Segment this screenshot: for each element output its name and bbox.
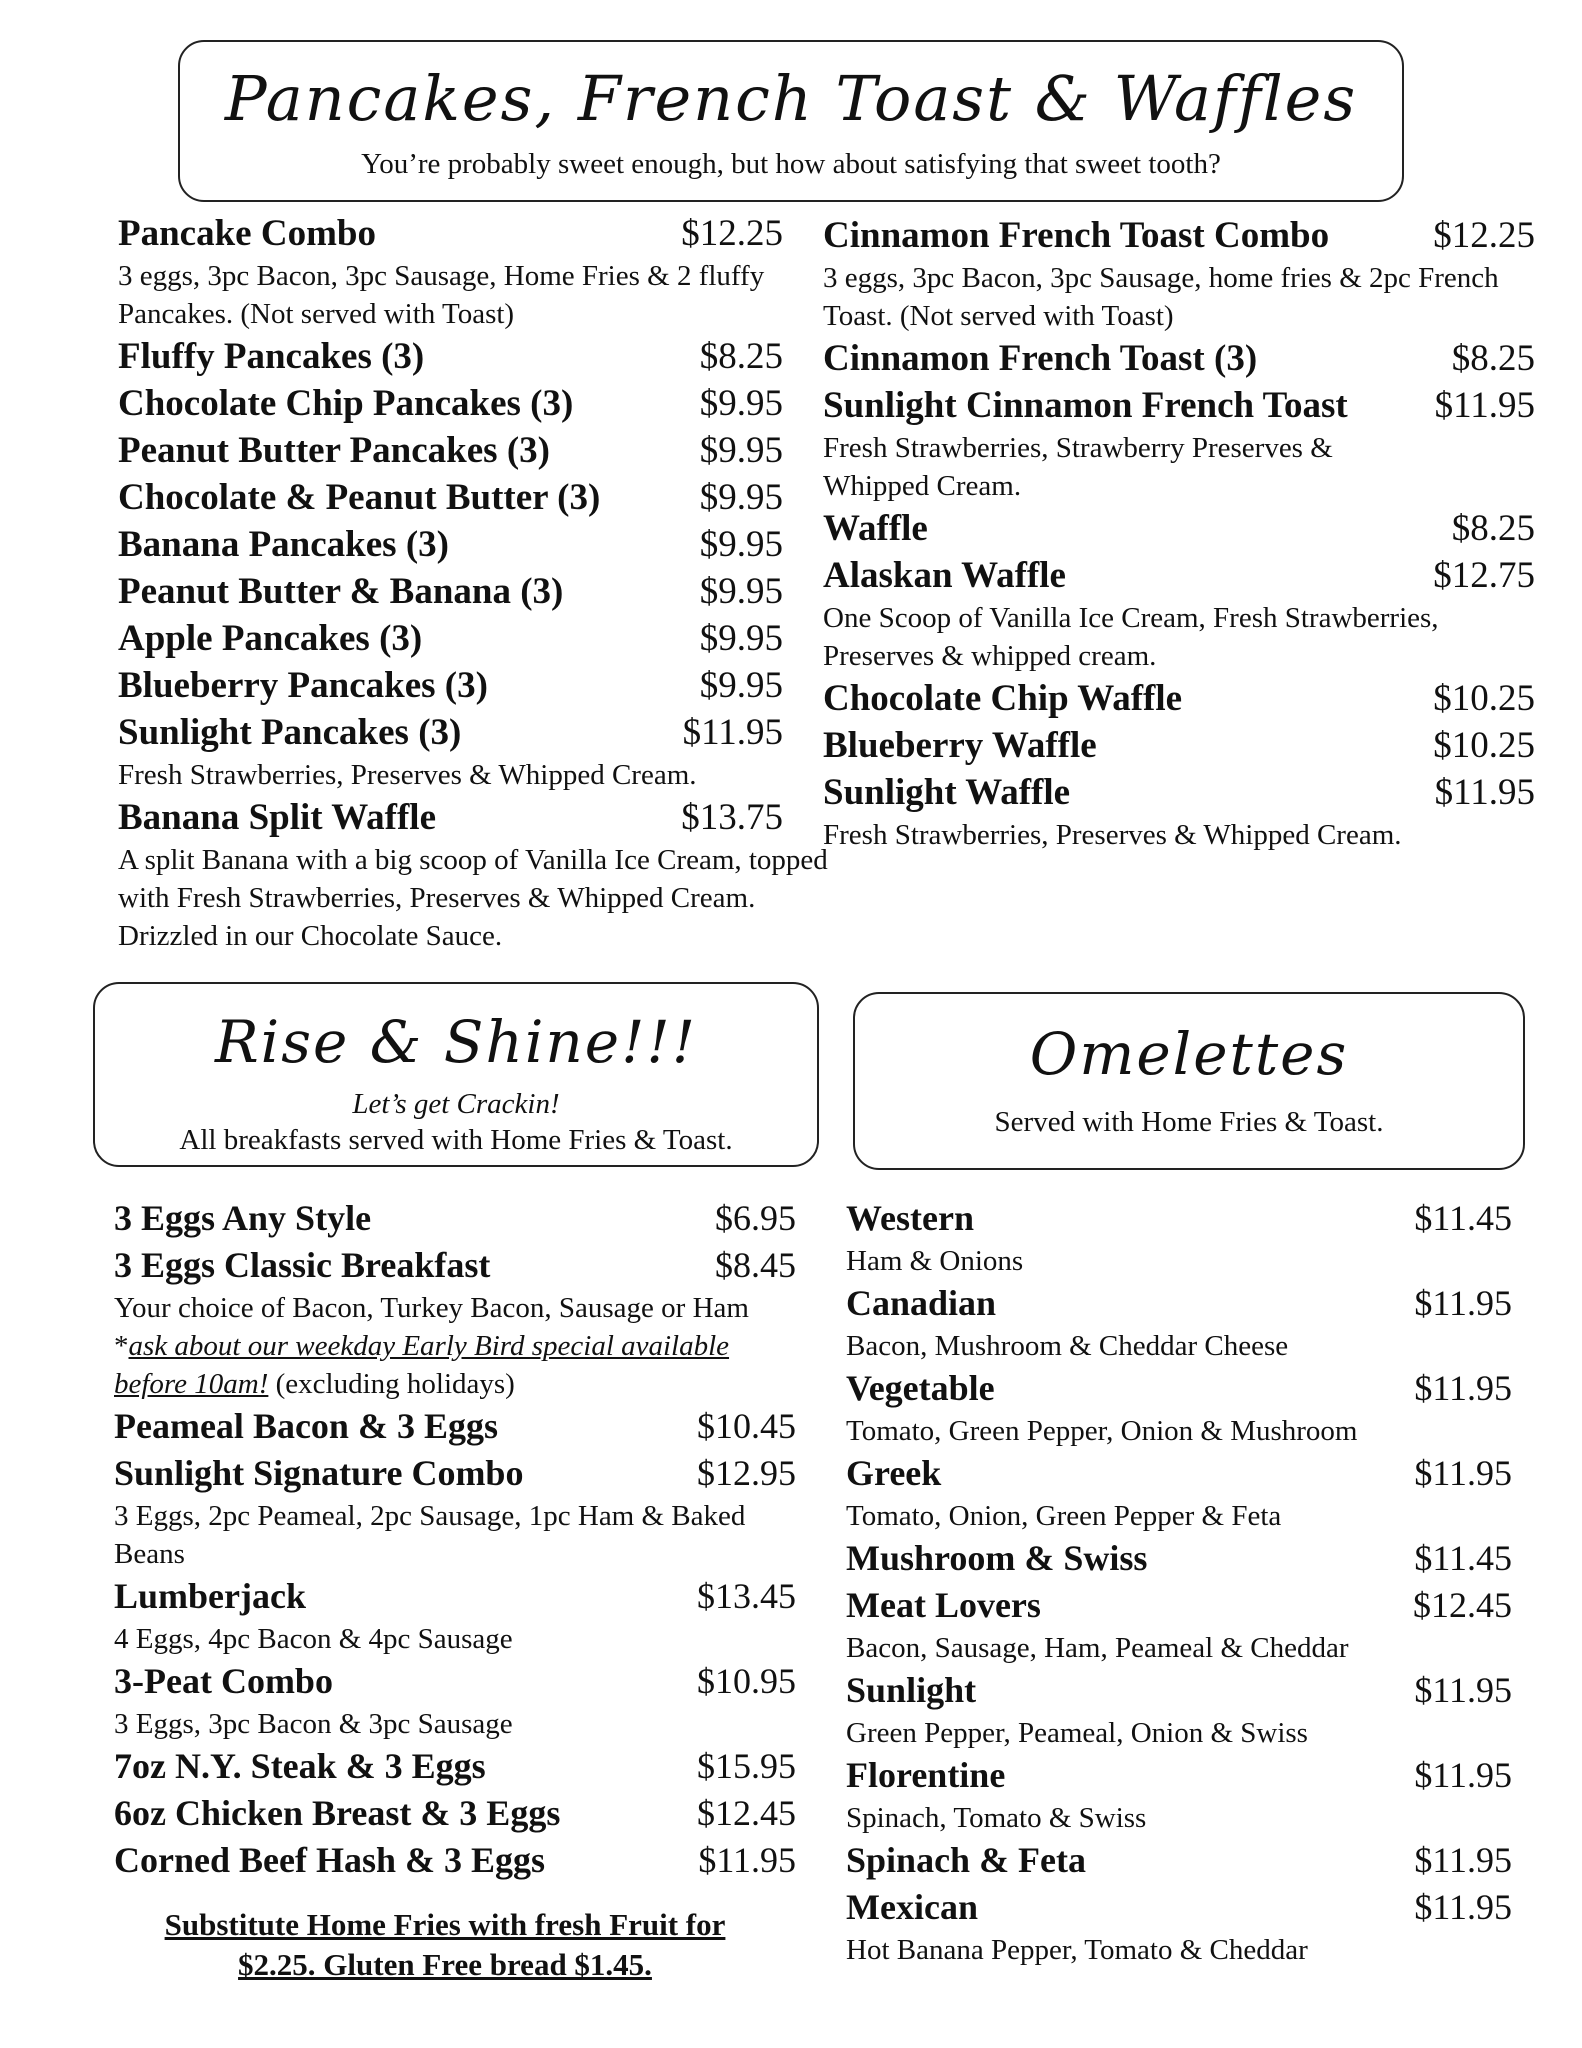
menu-item [846,1884,1512,1931]
item-price: $11.95 [698,1840,796,1880]
item-price: $11.95 [1414,1283,1512,1323]
item-price: $10.95 [697,1661,796,1701]
item-name: 6oz Chicken Breast & 3 Eggs [114,1793,561,1833]
item-name: Peanut Butter & Banana (3) [118,571,564,612]
item-price: $9.95 [699,524,783,565]
menu-item [114,1573,796,1620]
item-name: Greek [846,1453,942,1493]
item-price: $12.25 [1433,215,1535,256]
item-desc: 3 eggs, 3pc Bacon, 3pc Sausage, home fries & 2pc French Toast. (Not served with Toast) [823,262,1499,332]
item-name: Chocolate & Peanut Butter (3) [118,477,601,518]
holiday-note: (excluding holidays) [268,1368,515,1400]
item-price: $13.75 [681,797,783,838]
item-name: Spinach & Feta [846,1840,1087,1880]
item-desc: Spinach, Tomato & Swiss [846,1802,1147,1834]
classic-desc: Your choice of Bacon, Turkey Bacon, Sausage or Ham * [114,1292,749,1362]
item-name: Chocolate Chip Waffle [823,678,1183,719]
menu-item [114,1790,796,1837]
menu-item [118,709,783,756]
menu-item [118,427,783,474]
item-name: 7oz N.Y. Steak & 3 Eggs [114,1746,486,1786]
menu-item [846,1752,1512,1799]
item-price: $9.95 [699,430,783,471]
item-price: $12.25 [681,213,783,254]
item-desc: Ham & Onions [846,1245,1024,1277]
early-bird-note: ask about our weekday Early Bird special available before 10am! [114,1330,730,1400]
item-price: $6.95 [715,1198,796,1238]
menu-item [118,615,783,662]
item-price: $11.95 [1414,1453,1512,1493]
item-name: Sunlight Cinnamon French Toast [823,385,1348,426]
pancakes-right-column [823,212,1535,854]
menu-item [118,568,783,615]
omelettes-column [846,1195,1512,1969]
menu-item [846,1667,1512,1714]
omelettes-banner [853,992,1525,1170]
item-name: Corned Beef Hash & 3 Eggs [114,1840,545,1880]
item-name: Lumberjack [114,1576,306,1616]
menu-item [118,662,783,709]
item-price: $11.95 [682,712,783,753]
item-price: $11.45 [1414,1198,1512,1238]
item-name: Fluffy Pancakes (3) [118,336,425,377]
item-price: $11.95 [1414,1755,1512,1795]
item-desc: Bacon, Mushroom & Cheddar Cheese [846,1330,1289,1362]
item-price: $8.25 [1451,338,1535,379]
item-price: $15.95 [697,1746,796,1786]
menu-item [846,1582,1512,1629]
pancakes-left-column [118,210,828,955]
menu-item [118,380,783,427]
omelettes-title: Omelettes [1029,1020,1349,1088]
item-price: $8.45 [715,1245,796,1285]
item-name: Banana Split Waffle [118,797,437,838]
item-name: Peameal Bacon & 3 Eggs [114,1406,498,1446]
menu-item [118,333,783,380]
item-name: Sunlight Waffle [823,772,1071,813]
item-desc: Hot Banana Pepper, Tomato & Cheddar [846,1934,1308,1966]
item-desc: Tomato, Green Pepper, Onion & Mushroom [846,1415,1358,1447]
item-name: Banana Pancakes (3) [118,524,449,565]
item-price: $11.95 [1434,772,1535,813]
item-name: Sunlight Pancakes (3) [118,712,462,753]
item-name: Sunlight Signature Combo [114,1453,524,1493]
item-desc: Bacon, Sausage, Ham, Peameal & Cheddar [846,1632,1349,1664]
item-desc: Green Pepper, Peameal, Onion & Swiss [846,1717,1308,1749]
item-name: Alaskan Waffle [823,555,1066,596]
menu-item [114,1403,796,1450]
item-price: $10.25 [1433,725,1535,766]
item-price: $9.95 [699,383,783,424]
item-price: $11.95 [1414,1670,1512,1710]
menu-item [118,794,783,841]
item-name: Meat Lovers [846,1585,1041,1625]
menu-item [823,382,1535,429]
item-name: 3-Peat Combo [114,1661,333,1701]
item-desc [114,1289,796,1403]
item-name: Cinnamon French Toast (3) [823,338,1258,379]
item-price: $8.25 [699,336,783,377]
item-name: Western [846,1198,974,1238]
menu-item [114,1658,796,1705]
rise-tagline: Let’s get Crackin! [352,1088,560,1120]
item-desc: Fresh Strawberries, Preserves & Whipped Cream. [118,759,697,791]
item-desc: 4 Eggs, 4pc Bacon & 4pc Sausage [114,1623,513,1655]
item-name: Chocolate Chip Pancakes (3) [118,383,574,424]
pancakes-tagline: You’re probably sweet enough, but how about satisfying that sweet tooth? [361,148,1221,180]
rise-banner [93,982,819,1167]
item-name: Florentine [846,1755,1006,1795]
item-price: $11.95 [1414,1887,1512,1927]
menu-item [114,1195,796,1242]
item-price: $10.25 [1433,678,1535,719]
menu-item [823,335,1535,382]
item-name: Peanut Butter Pancakes (3) [118,430,550,471]
item-name: Vegetable [846,1368,995,1408]
item-desc: 3 Eggs, 2pc Peameal, 2pc Sausage, 1pc Ham & Baked Beans [114,1500,746,1570]
item-price: $9.95 [699,477,783,518]
item-name: Sunlight [846,1670,977,1710]
item-desc: Tomato, Onion, Green Pepper & Feta [846,1500,1282,1532]
item-name: Cinnamon French Toast Combo [823,215,1330,256]
menu-item [823,552,1535,599]
item-price: $11.95 [1414,1840,1512,1880]
item-price: $9.95 [699,618,783,659]
menu-item [114,1837,796,1884]
item-price: $8.25 [1451,508,1535,549]
menu-item [114,1450,796,1497]
item-desc: 3 Eggs, 3pc Bacon & 3pc Sausage [114,1708,513,1740]
menu-item [118,210,783,257]
menu-item [846,1195,1512,1242]
rise-subtagline: All breakfasts served with Home Fries & Toast. [179,1124,733,1156]
menu-item [118,521,783,568]
menu-item [114,1743,796,1790]
menu-item [846,1280,1512,1327]
menu-item [823,722,1535,769]
menu-item [823,769,1535,816]
menu-item [846,1450,1512,1497]
menu-item [846,1535,1512,1582]
item-name: Pancake Combo [118,213,376,254]
item-price: $13.45 [697,1576,796,1616]
substitution-line-1: Substitute Home Fries with fresh Fruit for [164,1907,726,1942]
menu-item [846,1365,1512,1412]
item-name: Apple Pancakes (3) [118,618,423,659]
substitution-note [100,1905,790,1985]
omelettes-tagline: Served with Home Fries & Toast. [994,1106,1384,1138]
item-price: $12.95 [697,1453,796,1493]
menu-item [823,212,1535,259]
menu-item [823,675,1535,722]
rise-column [114,1195,796,1884]
item-desc: One Scoop of Vanilla Ice Cream, Fresh Strawberries, Preserves & whipped cream. [823,602,1439,672]
item-price: $9.95 [699,571,783,612]
item-price: $12.45 [697,1793,796,1833]
item-price: $11.45 [1414,1538,1512,1578]
substitution-line-2: $2.25. Gluten Free bread $1.45. [238,1947,652,1982]
pancakes-title: Pancakes, French Toast & Waffles [224,62,1358,135]
item-price: $9.95 [699,665,783,706]
item-desc: 3 eggs, 3pc Bacon, 3pc Sausage, Home Fries & 2 fluffy Pancakes. (Not served with Toast) [118,260,765,330]
item-name: 3 Eggs Classic Breakfast [114,1245,491,1285]
item-price: $10.45 [697,1406,796,1446]
item-name: Waffle [823,508,928,549]
item-name: Blueberry Waffle [823,725,1097,766]
menu-item [823,505,1535,552]
item-desc: Fresh Strawberries, Preserves & Whipped Cream. [823,819,1402,851]
pancakes-banner [178,40,1404,202]
menu-item [114,1242,796,1289]
item-name: 3 Eggs Any Style [114,1198,372,1238]
item-name: Mexican [846,1887,978,1927]
item-name: Mushroom & Swiss [846,1538,1148,1578]
menu-item [118,474,783,521]
item-name: Blueberry Pancakes (3) [118,665,488,706]
item-desc: Fresh Strawberries, Strawberry Preserves & Whipped Cream. [823,432,1333,502]
item-price: $12.45 [1413,1585,1512,1625]
rise-title: Rise & Shine!!! [214,1008,698,1076]
item-price: $12.75 [1433,555,1535,596]
item-price: $11.95 [1414,1368,1512,1408]
menu-item [846,1837,1512,1884]
item-name: Canadian [846,1283,997,1323]
item-desc: A split Banana with a big scoop of Vanilla Ice Cream, topped with Fresh Strawberries, Preserves & Whipped Cream. Drizzled in our Chocolate Sauce. [118,844,828,952]
item-price: $11.95 [1434,385,1535,426]
